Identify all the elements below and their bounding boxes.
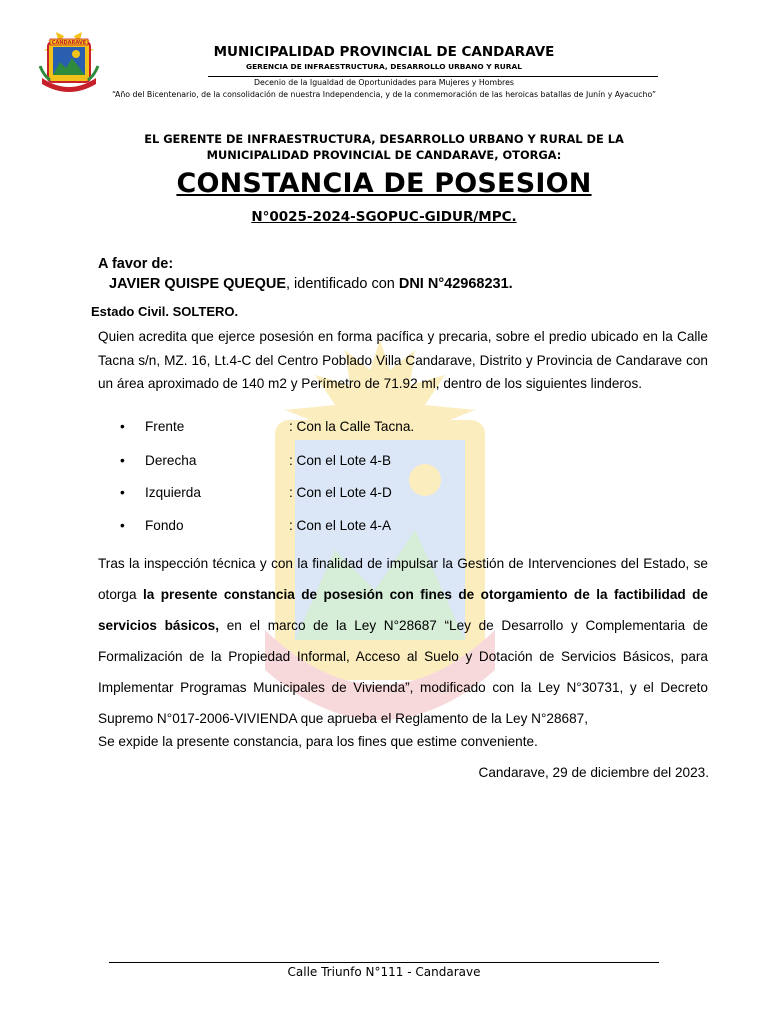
lindero-value: : Con el Lote 4-D (289, 485, 392, 500)
favor-label: A favor de: (98, 256, 174, 272)
lindero-label: Derecha (145, 453, 197, 468)
closing-sentence: Se expide la presente constancia, para los fines que estime conveniente. (98, 734, 538, 749)
lindero-label: Fondo (145, 518, 184, 533)
beneficiary-line (109, 276, 513, 292)
bullet-icon: • (120, 453, 125, 468)
property-description: Quien acredita que ejerce posesión en forma pacífica y precaria, sobre el predio ubicado en la Calle Tacna s/n, MZ. 16, Lt.4-C del Centro Poblado Villa Candarave, Distrito y Provincia de Candarave con un área aproximado de 140 m2 y Perímetro de 71.92 ml, dentro de los siguientes linderos. (98, 329, 708, 391)
gerencia-subtitle: GERENCIA DE INFRAESTRUCTURA, DESARROLLO URBANO Y RURAL (246, 62, 522, 71)
bullet-icon: • (120, 518, 125, 533)
beneficiary-id-text: , identificado con (286, 276, 399, 292)
civil-status: Estado Civil. SOLTERO. (91, 304, 239, 319)
lindero-value: : Con el Lote 4-A (289, 518, 392, 533)
municipality-title: MUNICIPALIDAD PROVINCIAL DE CANDARAVE (213, 44, 555, 60)
place-and-date: Candarave, 29 de diciembre del 2023. (478, 765, 709, 780)
header-divider (208, 76, 658, 77)
beneficiary-name: JAVIER QUISPE QUEQUE (109, 276, 286, 292)
municipality-logo (38, 26, 100, 92)
bullet-icon: • (120, 419, 125, 434)
intro-heading: EL GERENTE DE INFRAESTRUCTURA, DESARROLLO URBANO Y RURAL DE LA MUNICIPALIDAD PROVINCIAL DE CANDARAVE, OTORGA: (144, 132, 624, 162)
logo-text: CANDARAVE (51, 40, 87, 46)
decenio-line: Decenio de la Igualdad de Oportunidades para Mujeres y Hombres (254, 78, 514, 87)
lindero-label: Frente (145, 419, 185, 434)
legal-paragraph-part2: en el marco de la Ley N°28687 “Ley de Desarrollo y Complementaria de Formalización de la Propiedad Informal, Acceso al Suelo y Dotación de Servicios Básicos, para Implementar Programas Municipales de Vivienda”, modificado con la Ley N°30731, y el Decreto Supremo N°017-2006-VIVIENDA que aprueba el Reglamento de la Ley N°28687, (98, 618, 708, 726)
legal-paragraph-bold: la presente constancia de posesión con fines de otorgamiento de la factibilidad de servicios básicos, (98, 587, 708, 633)
legal-paragraph (98, 548, 708, 734)
year-motto: “Año del Bicentenario, de la consolidación de nuestra Independencia, y de la conmemoración de las heroicas batallas de Junín y Ayacucho” (111, 90, 656, 99)
document-number: N°0025-2024-SGOPUC-GIDUR/MPC. (251, 209, 517, 225)
lindero-label: Izquierda (145, 485, 201, 500)
lindero-value: : Con la Calle Tacna. (289, 419, 415, 434)
footer-address: Calle Triunfo N°111 - Candarave (287, 965, 481, 979)
footer-divider (109, 962, 659, 963)
beneficiary-dni: DNI N°42968231. (398, 276, 513, 292)
legal-paragraph-part1: Tras la inspección técnica y con la finalidad de impulsar la Gestión de Intervenciones del Estado, se otorga (98, 556, 708, 602)
lindero-value: : Con el Lote 4-B (289, 453, 392, 468)
document-title: CONSTANCIA DE POSESION (176, 168, 592, 199)
bullet-icon: • (120, 485, 125, 500)
